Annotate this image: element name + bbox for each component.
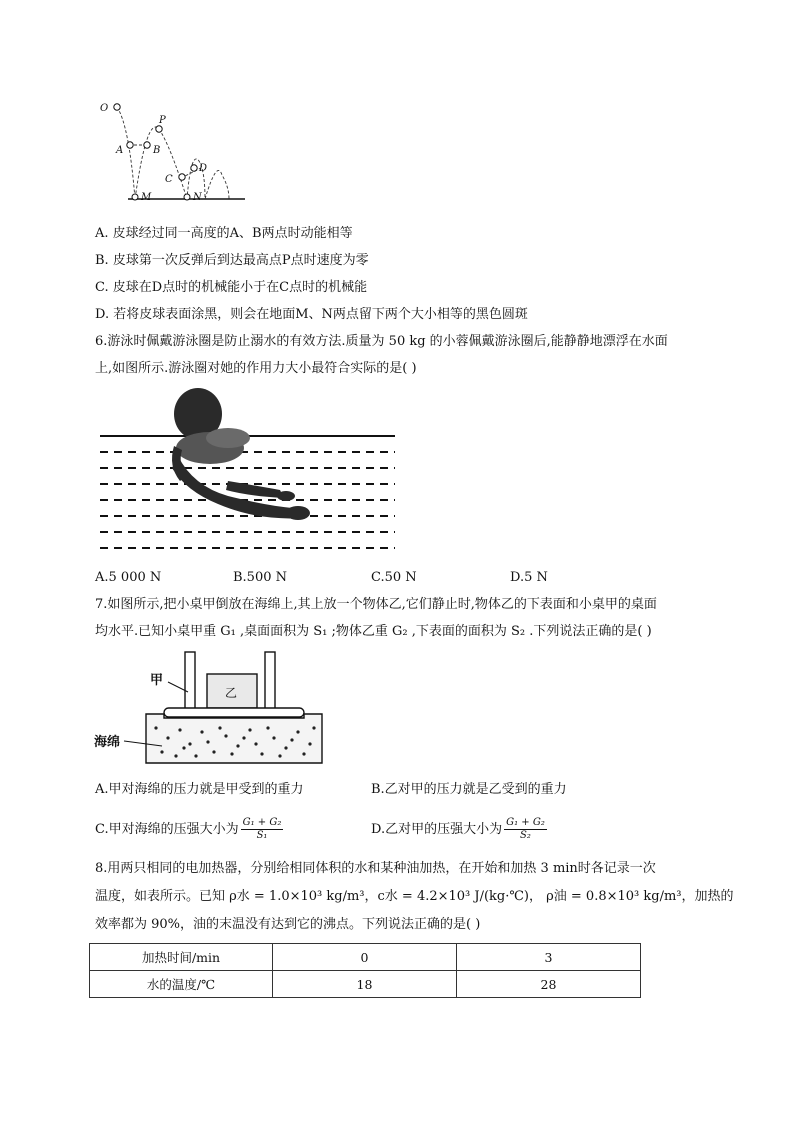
label-M: M bbox=[141, 192, 152, 203]
table-cell: 水的温度/℃ bbox=[90, 971, 273, 998]
fraction-numerator: G₁ + G₂ bbox=[242, 817, 282, 828]
table-leg-left bbox=[185, 652, 195, 710]
q6-option-d: D.5 N bbox=[510, 570, 548, 585]
ball-D bbox=[191, 165, 197, 171]
sponge bbox=[146, 714, 322, 763]
swimmer-silhouette bbox=[172, 388, 310, 520]
q7-option-b: B.乙对甲的压力就是乙受到的重力 bbox=[371, 782, 567, 797]
table-cell: 加热时间/min bbox=[90, 944, 273, 971]
q8-stem-line2: 温度，如表所示。已知 ρ水 = 1.0×10³ kg/m³，c水 = 4.2×10³ J/(kg·℃)， ρ油 = 0.8×10³ kg/m³，加热的 bbox=[95, 889, 734, 904]
q6-option-b: B.500 N bbox=[233, 570, 288, 585]
table-cell: 3 bbox=[457, 944, 641, 971]
swimmer-figure bbox=[98, 386, 398, 556]
q5-option-d: D. 若将皮球表面涂黑，则会在地面M、N两点留下两个大小相等的黑色圆斑 bbox=[95, 307, 528, 322]
q6-stem-line2: 上,如图所示.游泳圈对她的作用力大小最符合实际的是( ) bbox=[95, 361, 417, 376]
ball-B bbox=[144, 142, 150, 148]
ball-P bbox=[156, 126, 162, 132]
table-cell: 18 bbox=[273, 971, 457, 998]
object-yi-label: 乙 bbox=[225, 686, 238, 700]
bouncing-ball-figure bbox=[95, 95, 255, 205]
q6-option-c: C.50 N bbox=[371, 570, 417, 585]
q6-stem-line1: 6.游泳时佩戴游泳圈是防止溺水的有效方法.质量为 50 kg 的小蓉佩戴游泳圈后,能静静地漂浮在水面 bbox=[95, 334, 668, 349]
q5-option-a: A. 皮球经过同一高度的A、B两点时动能相等 bbox=[95, 226, 353, 241]
label-O: O bbox=[100, 103, 109, 114]
table-top bbox=[164, 708, 304, 717]
ball-N bbox=[184, 194, 190, 200]
q7-option-d-text: D.乙对甲的压强大小为 bbox=[371, 822, 503, 837]
fraction-numerator: G₁ + G₂ bbox=[506, 817, 545, 828]
table-row bbox=[90, 971, 641, 998]
fraction-denominator: S₁ bbox=[256, 830, 268, 841]
label-B: B bbox=[153, 145, 161, 156]
sponge-label: 海绵 bbox=[94, 735, 121, 750]
table-row bbox=[90, 944, 641, 971]
q7-option-d bbox=[371, 817, 547, 842]
q7-option-a: A.甲对海绵的压力就是甲受到的重力 bbox=[95, 782, 304, 797]
q5-option-b: B. 皮球第一次反弹后到达最高点P点时速度为零 bbox=[95, 253, 369, 268]
q7-option-c-text: C.甲对海绵的压强大小为 bbox=[95, 822, 239, 837]
q7-stem-line1: 7.如图所示,把小桌甲倒放在海绵上,其上放一个物体乙,它们静止时,物体乙的下表面和小桌甲的桌面 bbox=[95, 597, 657, 612]
label-D: D bbox=[199, 163, 208, 174]
q7-option-c bbox=[95, 817, 283, 842]
q7-stem-line2: 均水平.已知小桌甲重 G₁ ,桌面面积为 S₁ ;物体乙重 G₂ ,下表面的面积为 S₂ .下列说法正确的是( ) bbox=[95, 624, 652, 639]
q5-option-c: C. 皮球在D点时的机械能小于在C点时的机械能 bbox=[95, 280, 368, 295]
ball-O bbox=[114, 104, 120, 110]
q6-option-a: A.5 000 N bbox=[95, 570, 162, 585]
fraction-denominator: S₂ bbox=[520, 830, 531, 841]
label-P: P bbox=[159, 115, 166, 126]
table-leg-right bbox=[265, 652, 275, 710]
table-cell: 0 bbox=[273, 944, 457, 971]
table-sponge-figure bbox=[92, 648, 332, 766]
q7-option-c-fraction bbox=[241, 817, 284, 842]
q8-data-table bbox=[89, 943, 641, 998]
q8-stem-line3: 效率都为 90%，油的末温没有达到它的沸点。下列说法正确的是( ) bbox=[95, 917, 481, 932]
ball-M bbox=[132, 194, 138, 200]
q8-stem-line1: 8.用两只相同的电加热器，分别给相同体积的水和某种油加热，在开始和加热 3 min时各记录一次 bbox=[95, 861, 656, 876]
ball-A bbox=[127, 142, 133, 148]
q7-option-d-fraction bbox=[504, 817, 547, 842]
table-cell: 28 bbox=[457, 971, 641, 998]
label-A: A bbox=[116, 145, 124, 156]
label-N: N bbox=[193, 192, 202, 203]
jia-label: 甲 bbox=[150, 673, 164, 688]
ball-trajectory bbox=[117, 107, 229, 199]
label-C: C bbox=[165, 174, 173, 185]
ball-C bbox=[179, 174, 185, 180]
